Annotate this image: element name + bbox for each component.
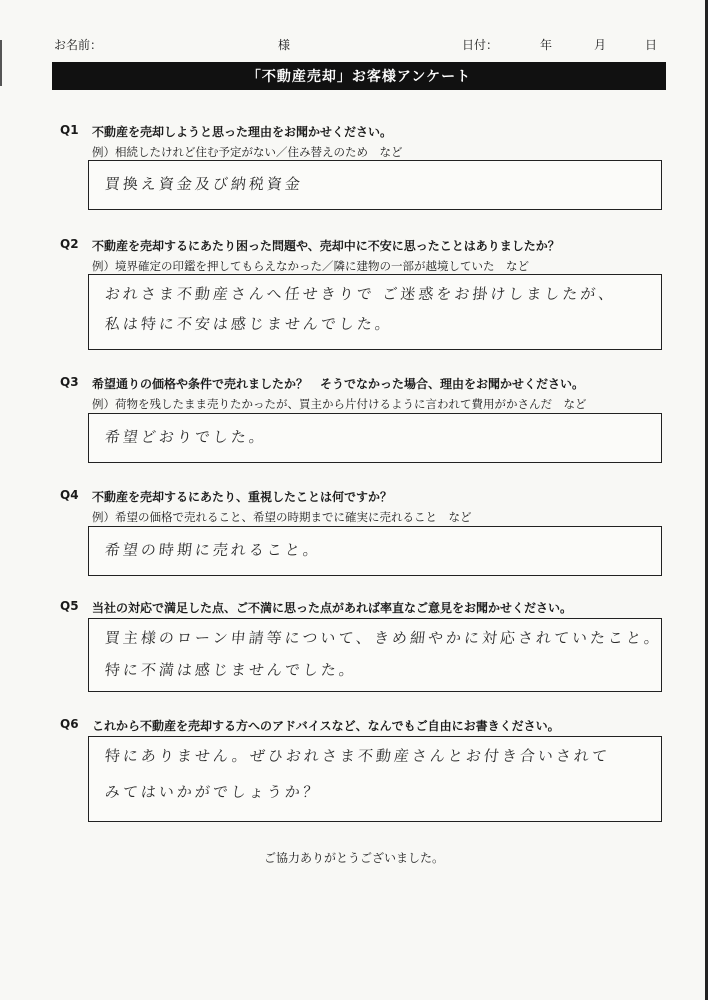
q2-answer-line-2: 私は特に不安は感じませんでした。 <box>104 315 394 333</box>
q4-answer-box <box>88 526 662 576</box>
scan-mark <box>0 40 2 86</box>
q3-answer-line-1: 希望どおりでした。 <box>104 428 268 446</box>
q3-example: 例）荷物を残したまま売りたかったが、買主から片付けるように言われて費用がかさんだ など <box>92 397 587 411</box>
q1-text: 不動産を売却しようと思った理由をお聞かせください。 <box>92 125 393 139</box>
q4-answer-line-1: 希望の時期に売れること。 <box>104 541 322 559</box>
q6-answer-box <box>88 736 662 822</box>
q5-text: 当社の対応で満足した点、ご不満に思った点があれば率直なご意見をお聞かせください。 <box>92 601 573 615</box>
q2-example: 例）境界確定の印鑑を押してもらえなかった／隣に建物の一部が越境していた など <box>92 259 529 273</box>
q2-text: 不動産を売却するにあたり困った問題や、売却中に不安に思ったことはありましたか？ <box>92 239 560 253</box>
q5-number: Q5 <box>60 599 79 613</box>
q1-number: Q1 <box>60 123 79 137</box>
q6-answer-line-1: 特にありません。ぜひおれさま不動産さんとお付き合いされて <box>104 747 611 765</box>
q3-text: 希望通りの価格や条件で売れましたか？ そうでなかった場合、理由をお聞かせください。 <box>92 377 585 391</box>
q4-number: Q4 <box>60 488 79 502</box>
q4-example: 例）希望の価格で売れること、希望の時期までに確実に売れること など <box>92 510 472 524</box>
thank-you-message: ご協力ありがとうございました。 <box>263 851 444 865</box>
q6-text: これから不動産を売却する方へのアドバイスなど、なんでもご自由にお書きください。 <box>92 719 560 733</box>
name-label: お名前： <box>54 38 103 52</box>
q5-answer-line-1: 買主様のローン申請等について、きめ細やかに対応されていたこと。 <box>104 629 664 647</box>
q6-number: Q6 <box>60 717 79 731</box>
date-label: 日付： <box>462 38 499 52</box>
q2-answer-box <box>88 274 662 350</box>
q1-example: 例）相続したけれど住む予定がない／住み替えのため など <box>92 145 403 159</box>
q4-text: 不動産を売却するにあたり、重視したことは何ですか？ <box>92 490 393 504</box>
q1-answer-box <box>88 160 662 210</box>
year-label: 年 <box>540 38 553 52</box>
q5-answer-box <box>88 618 662 692</box>
q3-number: Q3 <box>60 375 79 389</box>
survey-title: 「不動産売却」お客様アンケート <box>52 62 666 90</box>
q1-answer-line-1: 買換え資金及び納税資金 <box>104 175 304 193</box>
q2-number: Q2 <box>60 237 79 251</box>
honorific-label: 様 <box>278 38 291 52</box>
month-label: 月 <box>594 38 607 52</box>
q5-answer-line-2: 特に不満は感じませんでした。 <box>104 661 358 679</box>
q6-answer-line-2: みてはいかがでしょうか？ <box>104 783 322 801</box>
q2-answer-line-1: おれさま不動産さんへ任せきりで ご迷惑をお掛けしましたが、 <box>104 285 618 303</box>
q3-answer-box <box>88 413 662 463</box>
day-label: 日 <box>645 38 658 52</box>
